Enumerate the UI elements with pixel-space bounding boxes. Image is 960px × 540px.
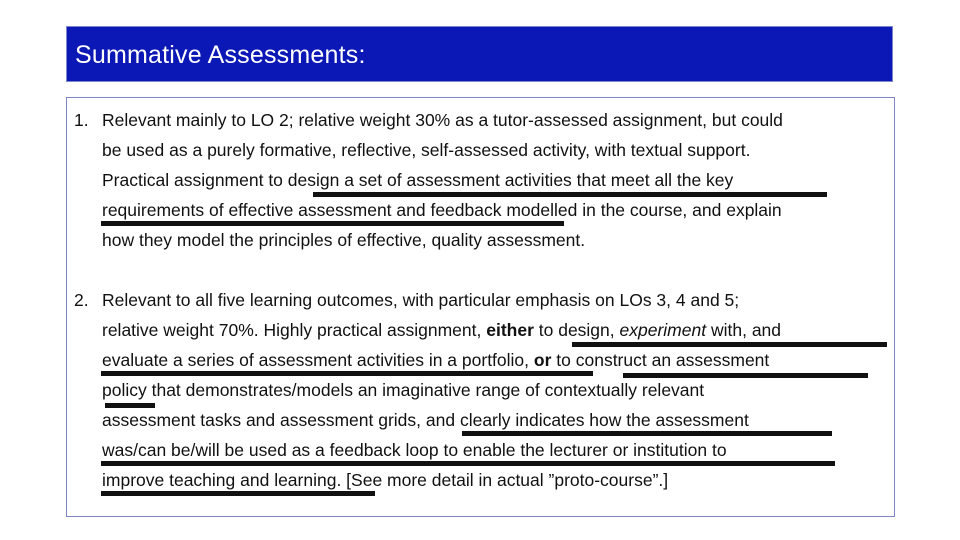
emphasis-experiment: experiment [619,320,707,340]
underline-mark [313,192,827,197]
item-1-line-1: Relevant mainly to LO 2; relative weight 30% as a tutor-assessed assignment, but could [102,110,783,130]
item-1-line-5: how they model the principles of effective, quality assessment. [102,230,586,250]
item-1-line-4: requirements of effective assessment and feedback modelled in the course, and explain [102,200,782,220]
item-2-line-2-text: relative weight 70%. Highly practical assignment, [102,320,482,340]
emphasis-or: or [533,350,552,370]
item-2-line-5: assessment tasks and assessment grids, and clearly indicates how the assessment [102,410,749,430]
slide-title: Summative Assessments: [75,41,366,69]
underline-mark [462,431,832,436]
list-number: 1. [74,110,89,130]
underline-mark [101,221,564,226]
item-2-line-2 [102,315,781,345]
title-bar [66,26,893,82]
list-item-1 [74,105,889,265]
content-box [66,97,895,517]
list-number: 2. [74,290,89,310]
item-2-line-4: policy that demonstrates/models an imaginative range of contextually relevant [102,380,705,400]
emphasis-either: either [486,320,534,340]
item-2-line-7: improve teaching and learning. [See more detail in actual ”proto-course”.] [102,470,669,490]
item-2-line-2-text-c: with, and [710,320,782,340]
underline-mark [101,371,593,376]
item-2-line-3-text-b: to construct an assessment [556,350,770,370]
list-item-2 [74,285,889,505]
underline-mark [101,461,835,466]
underline-mark [623,373,868,378]
underline-mark [105,403,155,408]
item-2-line-2-text-b: to design, [538,320,615,340]
item-1-line-2: be used as a purely formative, reflective, self-assessed activity, with textual support. [102,140,751,160]
underline-mark [572,342,887,347]
item-1-line-3: Practical assignment to design a set of assessment activities that meet all the key [102,170,734,190]
item-2-line-3-text: evaluate a series of assessment activities in a portfolio, [102,350,530,370]
underline-mark [101,491,375,496]
item-2-line-1: Relevant to all five learning outcomes, with particular emphasis on LOs 3, 4 and 5; [102,290,740,310]
item-2-line-6: was/can be/will be used as a feedback loop to enable the lecturer or institution to [102,440,727,460]
